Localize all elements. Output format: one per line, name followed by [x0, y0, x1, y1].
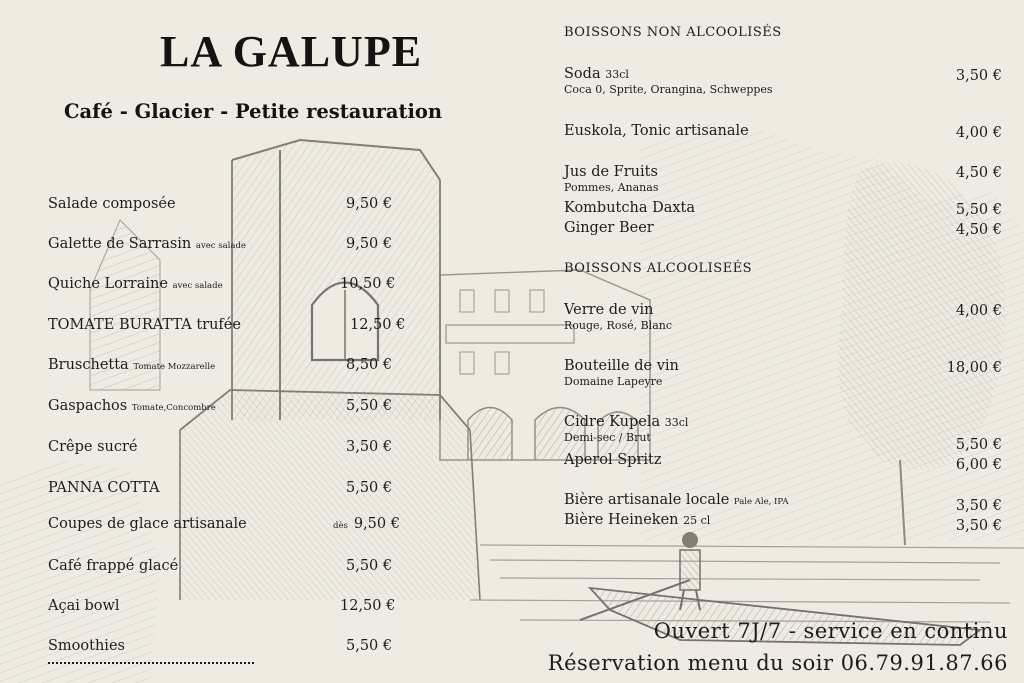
food-item-price: 9,50 €	[346, 196, 393, 212]
drink-item	[564, 358, 1004, 388]
food-item-price: 3,50 €	[346, 439, 393, 455]
food-item-name: Crêpe sucré	[48, 439, 138, 455]
drink-price: 4,50 €	[955, 165, 1002, 181]
drink-price: 6,00 €	[955, 457, 1002, 473]
drink-item	[564, 414, 1004, 453]
food-item-name: Quiche Lorraine avec salade	[48, 276, 223, 292]
food-item-price: 5,50 €	[346, 558, 393, 574]
drink-name: Verre de vin	[564, 302, 654, 318]
drink-details: Domaine Lapeyre	[564, 375, 663, 388]
drink-price: 4,50 €	[955, 222, 1002, 238]
food-item	[48, 317, 428, 341]
drink-item	[564, 200, 1004, 216]
alcoholic-heading: BOISSONS ALCOOLISEÉS	[564, 261, 753, 276]
food-item-name: TOMATE BURATTA trufée	[48, 317, 241, 333]
food-item	[48, 398, 428, 422]
food-item-note: avec salade	[172, 281, 223, 291]
drink-price: 18,00 €	[946, 360, 1002, 376]
drink-name: Cidre Kupela 33cl	[564, 414, 689, 430]
drink-name: Ginger Beer	[564, 220, 654, 236]
drink-name: Soda 33cl	[564, 66, 629, 82]
food-item-note: Tomate,Concombre	[131, 403, 216, 413]
food-item	[48, 638, 428, 662]
drink-price: 5,50 €	[955, 437, 1002, 453]
food-item	[48, 558, 428, 582]
drink-price: 4,00 €	[955, 303, 1002, 319]
restaurant-subtitle: Café - Glacier - Petite restauration	[64, 100, 443, 123]
drink-price: 5,50 €	[955, 202, 1002, 218]
food-item-price: 10,50 €	[340, 276, 396, 292]
drink-unit: 33cl	[605, 68, 629, 81]
drink-name: Jus de Fruits	[564, 164, 658, 180]
food-item	[48, 196, 428, 220]
food-item-name: Gaspachos Tomate,Concombre	[48, 398, 216, 414]
dotted-divider	[48, 660, 254, 664]
food-item-price: 12,50 €	[340, 598, 396, 614]
food-item-note: avec salade	[195, 241, 246, 251]
drink-item	[564, 66, 1004, 96]
food-item	[48, 516, 428, 540]
drink-name: Bouteille de vin	[564, 358, 679, 374]
drink-item	[564, 302, 1004, 332]
drink-price: 3,50 €	[955, 498, 1002, 514]
food-item	[48, 598, 428, 622]
drink-price: 3,50 €	[955, 518, 1002, 534]
opening-hours: Ouvert 7J/7 - service en continu	[653, 619, 1008, 643]
drink-item	[564, 492, 1004, 514]
food-item-price: 5,50 €	[346, 638, 393, 654]
food-item-price: 5,50 €	[346, 398, 393, 414]
drink-item	[564, 220, 1004, 236]
food-item-name: Salade composée	[48, 196, 176, 212]
food-item-name: PANNA COTTA	[48, 480, 160, 496]
food-item-price-prefix: dès	[333, 521, 348, 531]
food-item-name: Galette de Sarrasin avec salade	[48, 236, 246, 252]
drink-name: Euskola, Tonic artisanale	[564, 123, 749, 139]
drink-details: Coca 0, Sprite, Orangina, Schweppes	[564, 83, 773, 96]
drink-unit: 25 cl	[683, 514, 711, 527]
food-item-price: dès 9,50 €	[333, 516, 400, 532]
food-item	[48, 357, 428, 381]
drink-item	[564, 123, 1004, 139]
food-item-price: 5,50 €	[346, 480, 393, 496]
food-item-price: 9,50 €	[346, 236, 393, 252]
drink-item	[564, 452, 1004, 473]
food-item-name: Café frappé glacé	[48, 558, 179, 574]
drink-price: 3,50 €	[955, 68, 1002, 84]
drink-unit: 33cl	[664, 416, 689, 429]
food-item	[48, 480, 428, 504]
drink-name: Bière artisanale locale Pale Ale, IPA	[564, 492, 789, 508]
drink-details: Pommes, Ananas	[564, 181, 659, 194]
food-item-name: Coupes de glace artisanale	[48, 516, 247, 532]
drink-name: Aperol Spritz	[564, 452, 662, 468]
drink-note: Pale Ale, IPA	[733, 497, 789, 507]
non-alcoholic-heading: BOISSONS NON ALCOOLISÉS	[564, 25, 782, 40]
food-item-price: 8,50 €	[346, 357, 393, 373]
drink-name: Bière Heineken 25 cl	[564, 512, 711, 528]
food-item-name: Bruschetta Tomate Mozzarelle	[48, 357, 216, 373]
food-item	[48, 276, 428, 300]
drink-price: 4,00 €	[955, 125, 1002, 141]
drink-name: Kombutcha Daxta	[564, 200, 696, 216]
food-item-name: Açai bowl	[48, 598, 120, 614]
reservation-phone: Réservation menu du soir 06.79.91.87.66	[547, 651, 1008, 675]
food-item-note: Tomate Mozzarelle	[133, 362, 216, 372]
drink-details: Rouge, Rosé, Blanc	[564, 319, 672, 332]
food-item	[48, 439, 428, 463]
food-item	[48, 236, 428, 260]
restaurant-title: LA GALUPE	[160, 27, 423, 76]
drink-details: Demi-sec / Brut	[564, 431, 651, 444]
drink-item	[564, 512, 1004, 534]
food-item-price: 12,50 €	[350, 317, 406, 333]
food-item-name: Smoothies	[48, 638, 125, 654]
drink-item	[564, 164, 1004, 194]
